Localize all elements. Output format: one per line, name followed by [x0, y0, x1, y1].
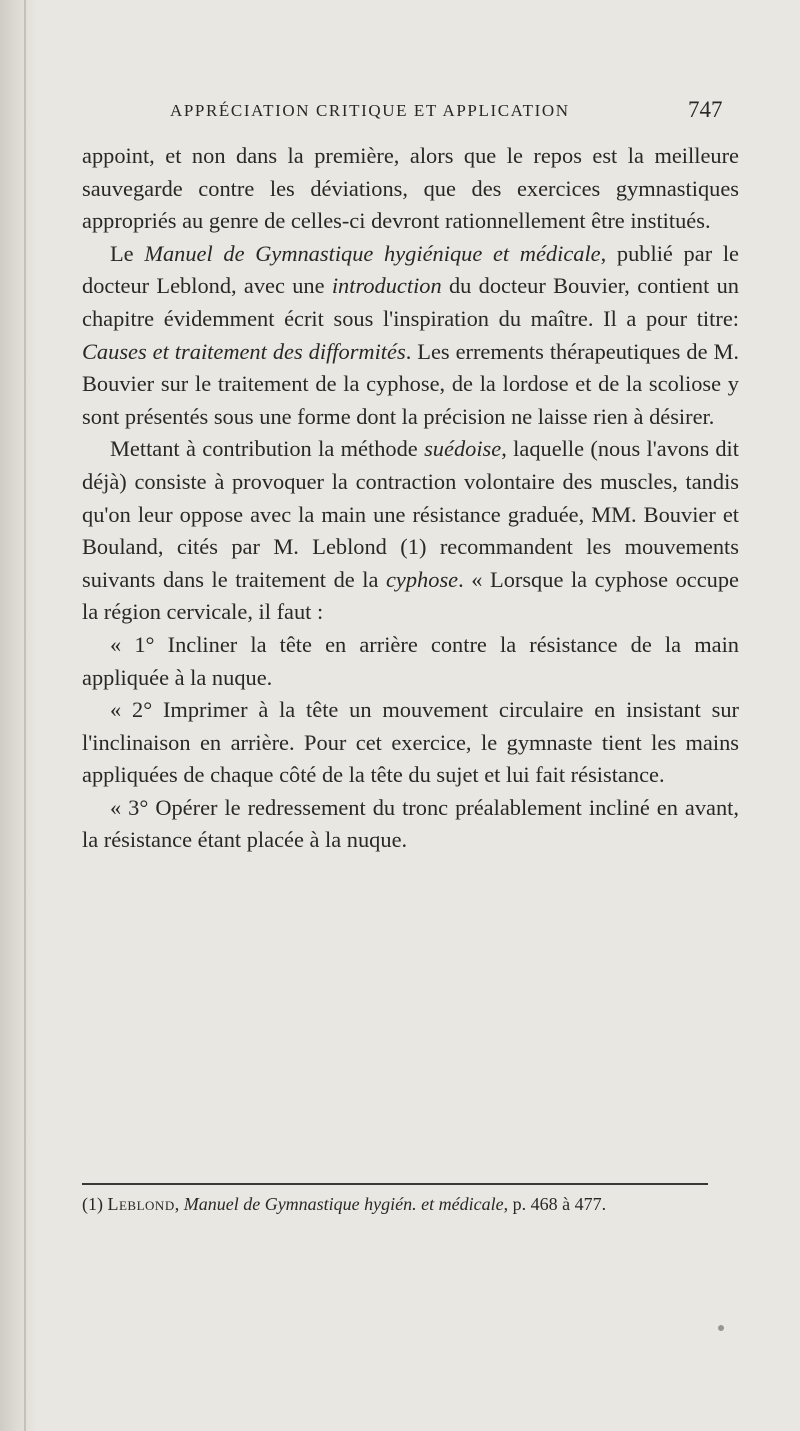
- ink-spot: [718, 1325, 724, 1331]
- paragraph-6: « 3° Opérer le redressement du tronc préalablement incliné en avant, la résistance étant placée à la nuque.: [82, 794, 739, 853]
- running-head-title: APPRÉCIATION CRITIQUE ET APPLICATION: [170, 101, 570, 120]
- page-number: 747: [688, 97, 723, 122]
- footnote-author: Leblond: [107, 1194, 175, 1214]
- binding-edge: [24, 0, 26, 1431]
- page-binding-shadow: [0, 0, 38, 1431]
- paragraph-1: appoint, et non dans la première, alors que le repos est la meilleure sauvegarde contre les déviations, que des exercices gymnastiques appropriés au genre de celles-ci devront rationnellement être institués.: [82, 143, 739, 234]
- method-name: suédoise: [424, 436, 502, 462]
- introduction-word: introduction: [331, 273, 442, 299]
- book-title: Manuel de Gymnastique hygiénique et médicale: [144, 240, 601, 266]
- footnote-pages: , p. 468 à 477.: [503, 1194, 607, 1214]
- footnote: (1) Leblond, Manuel de Gymnastique hygién. et médicale, p. 468 à 477.: [82, 1194, 607, 1214]
- chapter-title: Causes et traitement des difformités: [82, 338, 406, 364]
- footnote-title: Manuel de Gymnastique hygién. et médicale: [183, 1194, 504, 1214]
- footnote-marker: (1): [82, 1194, 108, 1214]
- condition-name: cyphose: [385, 566, 459, 592]
- paragraph-5: « 2° Imprimer à la tête un mouvement circulaire en insistant sur l'inclinaison en arrière. Pour cet exercice, le gymnaste tient les mains appliquées de chaque côté de la tête du sujet et lui fait résistance.: [82, 697, 739, 788]
- paragraph-2: Le Manuel de Gymnastique hygiénique et médicale, publié par le docteur Leblond, avec une introduction du docteur Bouvier, contient un chapitre évidemment écrit sous l'inspiration du maître. Il a pour titre: Causes et traitement des difformités. Les errements thérapeutiques de M. Bouvier sur le traitement de la cyphose, de la lordose et de la scoliose y sont présentés sous une forme dont la précision ne laisse rien à désirer.: [82, 240, 739, 429]
- body-text: [82, 140, 739, 857]
- footnote-rule: [82, 1183, 708, 1185]
- paragraph-4: « 1° Incliner la tête en arrière contre la résistance de la main appliquée à la nuque.: [82, 631, 739, 690]
- paragraph-3: Mettant à contribution la méthode suédoise, laquelle (nous l'avons dit déjà) consiste à provoquer la contraction volontaire des muscles, tandis qu'on leur oppose avec la main une résistance graduée, MM. Bouvier et Bouland, cités par M. Leblond (1) recommandent les mouvements suivants dans le traitement de la cyphose. « Lorsque la cyphose occupe la région cervicale, il faut :: [82, 436, 740, 625]
